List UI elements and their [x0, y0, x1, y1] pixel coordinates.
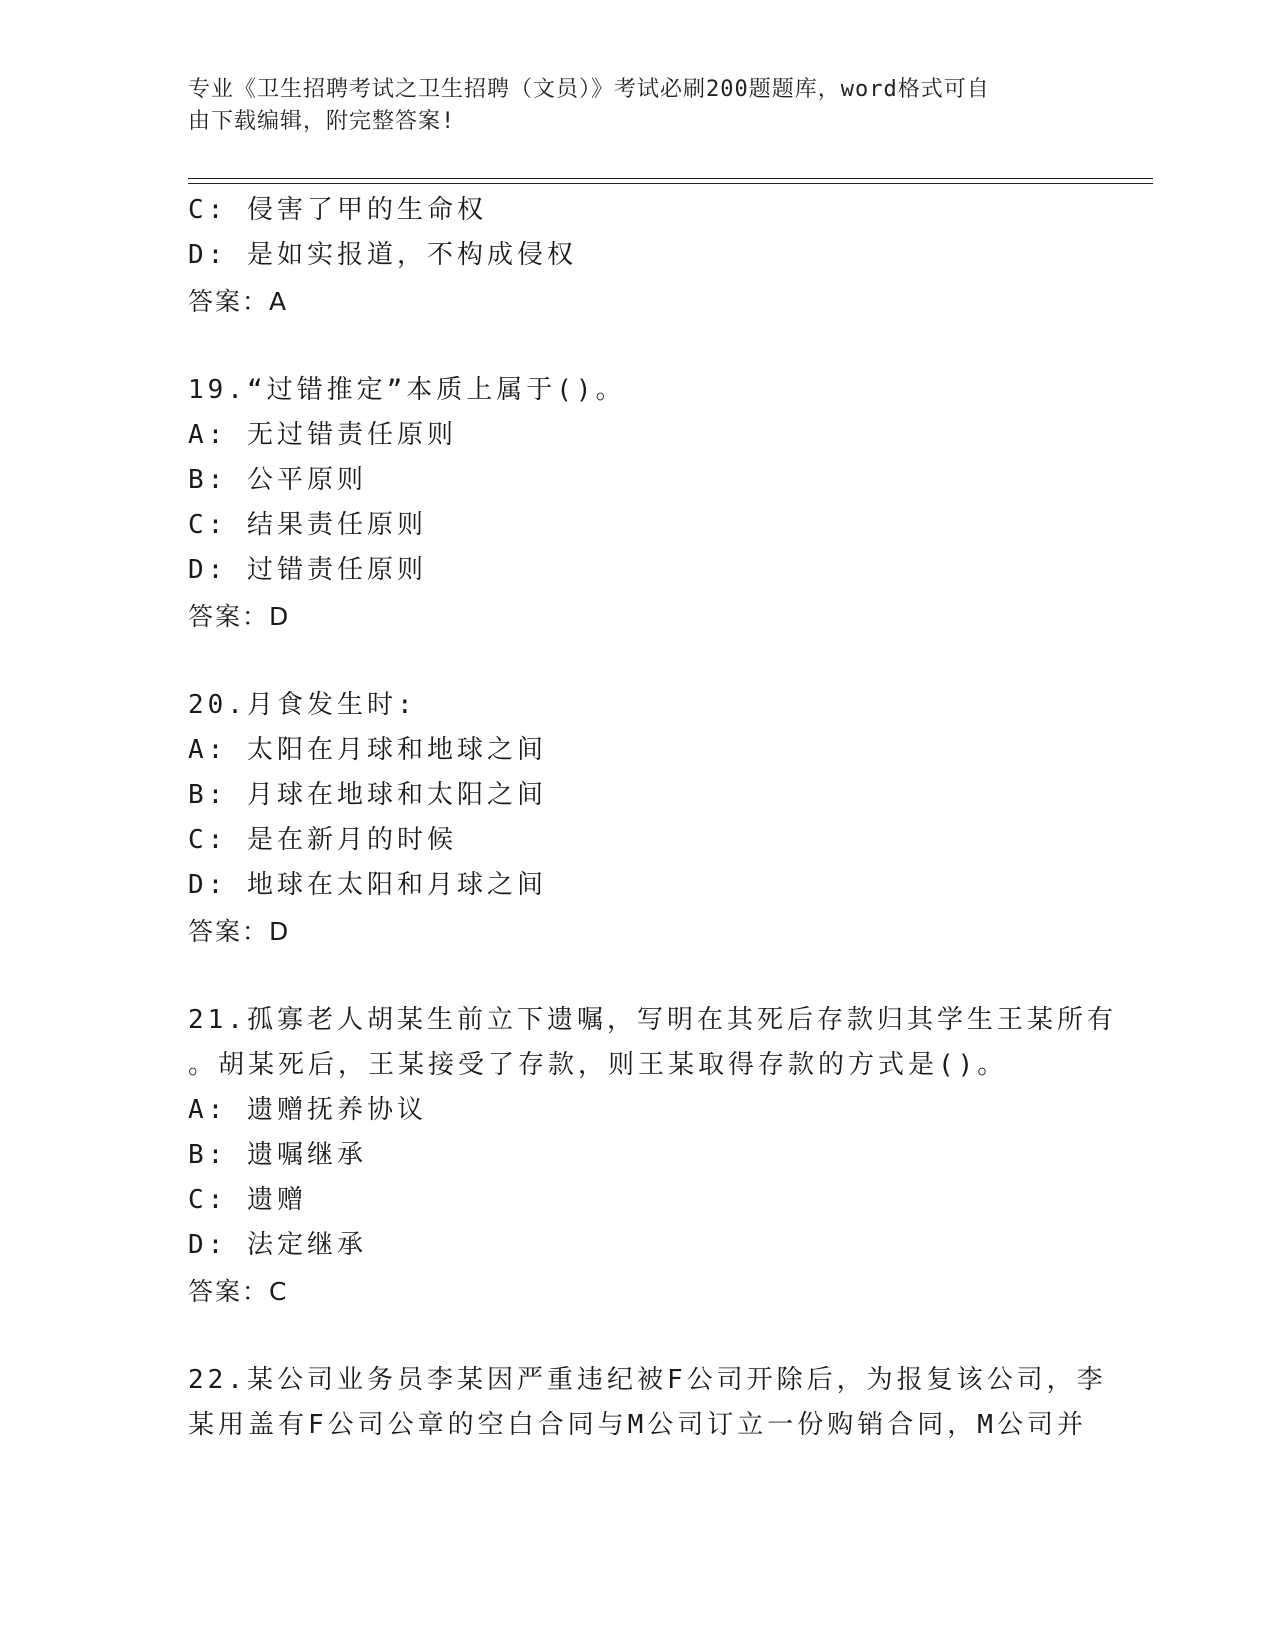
question-20: [188, 683, 1088, 956]
option-d: D: 法定继承: [188, 1230, 367, 1260]
question-spacer: [188, 641, 1088, 683]
question-21: [188, 998, 1117, 1316]
option-d: D: 是如实报道，不构成侵权: [188, 240, 577, 270]
option-c: C: 侵害了甲的生命权: [188, 195, 487, 225]
question-19: [188, 368, 1088, 641]
option-a: A: 无过错责任原则: [188, 420, 457, 450]
option-b: B: 月球在地球和太阳之间: [188, 780, 547, 810]
question-list: [188, 188, 1117, 1448]
option-a: A: 遗赠抚养协议: [188, 1095, 427, 1125]
option-c: C: 结果责任原则: [188, 510, 427, 540]
option-d: D: 地球在太阳和月球之间: [188, 870, 547, 900]
header-line-2: 由下载编辑，附完整答案!: [188, 109, 456, 134]
question-stem-line-2: 某用盖有F公司公章的空白合同与M公司订立一份购销合同，M公司并: [188, 1410, 1087, 1440]
answer-label: 答案：D: [188, 917, 291, 946]
question-18-tail: [188, 188, 1088, 326]
question-stem: 19.“过错推定”本质上属于()。: [188, 375, 626, 405]
option-c: C: 遗赠: [188, 1185, 307, 1215]
option-b: B: 遗嘱继承: [188, 1140, 367, 1170]
question-stem-line-1: 21.孤寡老人胡某生前立下遗嘱，写明在其死后存款归其学生王某所有: [188, 1005, 1117, 1035]
answer-label: 答案：D: [188, 602, 291, 631]
option-b: B: 公平原则: [188, 465, 367, 495]
question-spacer: [188, 326, 1088, 368]
question-spacer: [188, 956, 1088, 998]
page-header: [188, 74, 1088, 138]
answer-label: 答案：C: [188, 1277, 289, 1306]
header-rule-bottom: [188, 183, 1153, 184]
question-22: [188, 1358, 1107, 1448]
question-stem-line-1: 22.某公司业务员李某因严重违纪被F公司开除后，为报复该公司，李: [188, 1365, 1107, 1395]
option-d: D: 过错责任原则: [188, 555, 427, 585]
question-spacer: [188, 1316, 1088, 1358]
question-stem-line-2: 。胡某死后，王某接受了存款，则王某取得存款的方式是()。: [188, 1050, 1008, 1080]
option-c: C: 是在新月的时候: [188, 825, 457, 855]
header-rule-top: [188, 178, 1153, 179]
question-stem: 20.月食发生时:: [188, 690, 417, 720]
option-a: A: 太阳在月球和地球之间: [188, 735, 547, 765]
answer-label: 答案：A: [188, 287, 289, 316]
header-line-1: 专业《卫生招聘考试之卫生招聘（文员）》考试必刷200题题库，word格式可自: [188, 77, 990, 102]
